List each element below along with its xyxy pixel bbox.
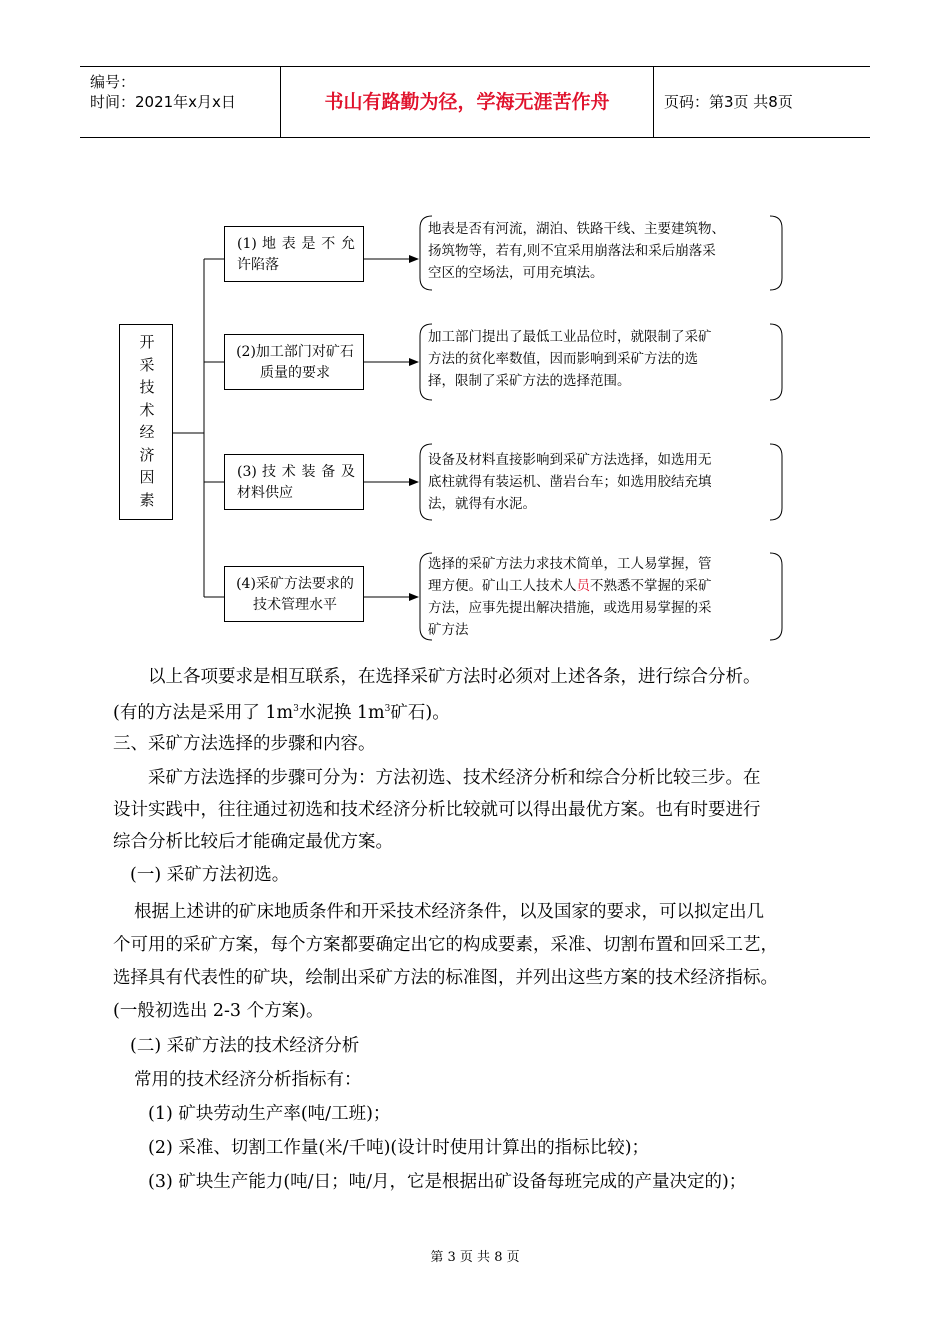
root-factor-label xyxy=(120,331,174,511)
description-line: 法，就得有水泥。 xyxy=(428,496,536,512)
root-label-char: 素 xyxy=(139,490,155,509)
paragraph-line: 选择具有代表性的矿块，绘制出采矿方法的标准图，并列出这些方案的技术经济指标。 xyxy=(113,968,778,988)
factor-box-1 xyxy=(224,226,364,282)
superscript: 3 xyxy=(384,704,391,714)
text-span: 矿石)。 xyxy=(390,703,450,723)
factor-label-2: (2)加工部门对矿石质量的要求 xyxy=(236,344,354,381)
description-line xyxy=(428,575,774,597)
paragraph-line: 以上各项要求是相互联系，在选择采矿方法时必须对上述各条，进行综合分析。 xyxy=(148,667,761,687)
description-line: 扬筑物等，若有,则不宜采用崩落法和采后崩落采 xyxy=(428,243,716,259)
paragraph-line: 根据上述讲的矿床地质条件和开采技术经济条件，以及国家的要求，可以拟定出几 xyxy=(134,902,764,922)
factor-box-2 xyxy=(224,334,364,390)
text-span: 水泥换 1m xyxy=(298,703,385,723)
root-label-char: 术 xyxy=(139,400,155,419)
description-line: 地表是否有河流，湖泊、铁路干线、主要建筑物、 xyxy=(428,221,725,237)
root-label-char: 开 xyxy=(139,333,155,351)
paragraph-line: 个可用的采矿方案，每个方案都要确定出它的构成要素，采准、切割布置和回采工艺， xyxy=(113,935,778,955)
subsection-heading: (二) 采矿方法的技术经济分析 xyxy=(130,1036,360,1056)
factor-description-4 xyxy=(428,553,774,641)
description-line: 加工部门提出了最低工业品位时，就限制了采矿 xyxy=(428,329,712,345)
description-text: 理方便。矿山工人技术人 xyxy=(428,578,577,594)
factor-description-1 xyxy=(428,218,774,284)
text-span: (有的方法是采用了 1m xyxy=(113,703,294,723)
subsection-heading: (一) 采矿方法初选。 xyxy=(130,865,290,885)
description-line: 择，限制了采矿方法的选择范围。 xyxy=(428,373,631,389)
description-line: 矿方法 xyxy=(428,622,469,638)
factor-diagram xyxy=(0,0,950,660)
section-heading: 三、采矿方法选择的步骤和内容。 xyxy=(113,734,376,754)
description-line: 方法，应事先提出解决措施，或选用易掌握的采 xyxy=(428,600,712,616)
factor-label-3: (3) 技 术 装 备 及材料供应 xyxy=(237,464,355,501)
header-page-number: 页码：第3页 共8页 xyxy=(664,93,793,111)
list-item: (1) 矿块劳动生产率(吨/工班)； xyxy=(148,1104,391,1124)
factor-label-1: (1) 地 表 是 不 允许陷落 xyxy=(237,236,355,273)
document-number-label: 编号： xyxy=(90,73,136,91)
paragraph-line: 采矿方法选择的步骤可分为：方法初选、技术经济分析和综合分析比较三步。在 xyxy=(148,768,761,788)
root-label-char: 济 xyxy=(139,445,155,464)
description-text: 不熟悉不掌握的采矿 xyxy=(590,578,712,594)
highlighted-text: 员 xyxy=(576,578,590,594)
document-time-label: 时间：2021年x月x日 xyxy=(90,93,236,111)
paragraph-line: (一般初选出 2-3 个方案)。 xyxy=(113,1001,324,1021)
factor-description-2 xyxy=(428,326,774,392)
description-line: 选择的采矿方法力求技术简单，工人易掌握，管 xyxy=(428,556,712,572)
root-label-char: 因 xyxy=(139,468,155,486)
list-item: (2) 采准、切割工作量(米/千吨)(设计时使用计算出的指标比较)； xyxy=(148,1138,650,1158)
factor-box-3 xyxy=(224,454,364,510)
superscript: 3 xyxy=(293,704,299,714)
factor-box-4 xyxy=(224,566,364,622)
root-label-char: 采 xyxy=(139,355,155,374)
description-line: 底柱就得有装运机、凿岩台车；如选用胶结充填 xyxy=(428,474,712,490)
root-factor-box xyxy=(119,324,173,520)
description-line: 设备及材料直接影响到采矿方法选择，如选用无 xyxy=(428,452,712,468)
paragraph-line: 综合分析比较后才能确定最优方案。 xyxy=(113,832,393,852)
list-item: (3) 矿块生产能力(吨/日；吨/月，它是根据出矿设备每班完成的产量决定的)； xyxy=(148,1172,747,1192)
paragraph-line xyxy=(113,693,853,729)
paragraph-line: 常用的技术经济分析指标有： xyxy=(134,1070,362,1090)
factor-label-4: (4)采矿方法要求的技术管理水平 xyxy=(236,576,354,613)
root-label-char: 技 xyxy=(139,378,155,396)
description-line: 空区的空场法，可用充填法。 xyxy=(428,265,604,281)
header-motto: 书山有路勤为径，学海无涯苦作舟 xyxy=(324,91,610,113)
factor-description-3 xyxy=(428,449,774,515)
description-line: 方法的贫化率数值，因而影响到采矿方法的选 xyxy=(428,351,698,367)
root-label-char: 经 xyxy=(139,423,155,441)
page-footer: 第 3 页 共 8 页 xyxy=(430,1250,520,1265)
paragraph-line: 设计实践中，往往通过初选和技术经济分析比较就可以得出最优方案。也有时要进行 xyxy=(113,800,761,820)
